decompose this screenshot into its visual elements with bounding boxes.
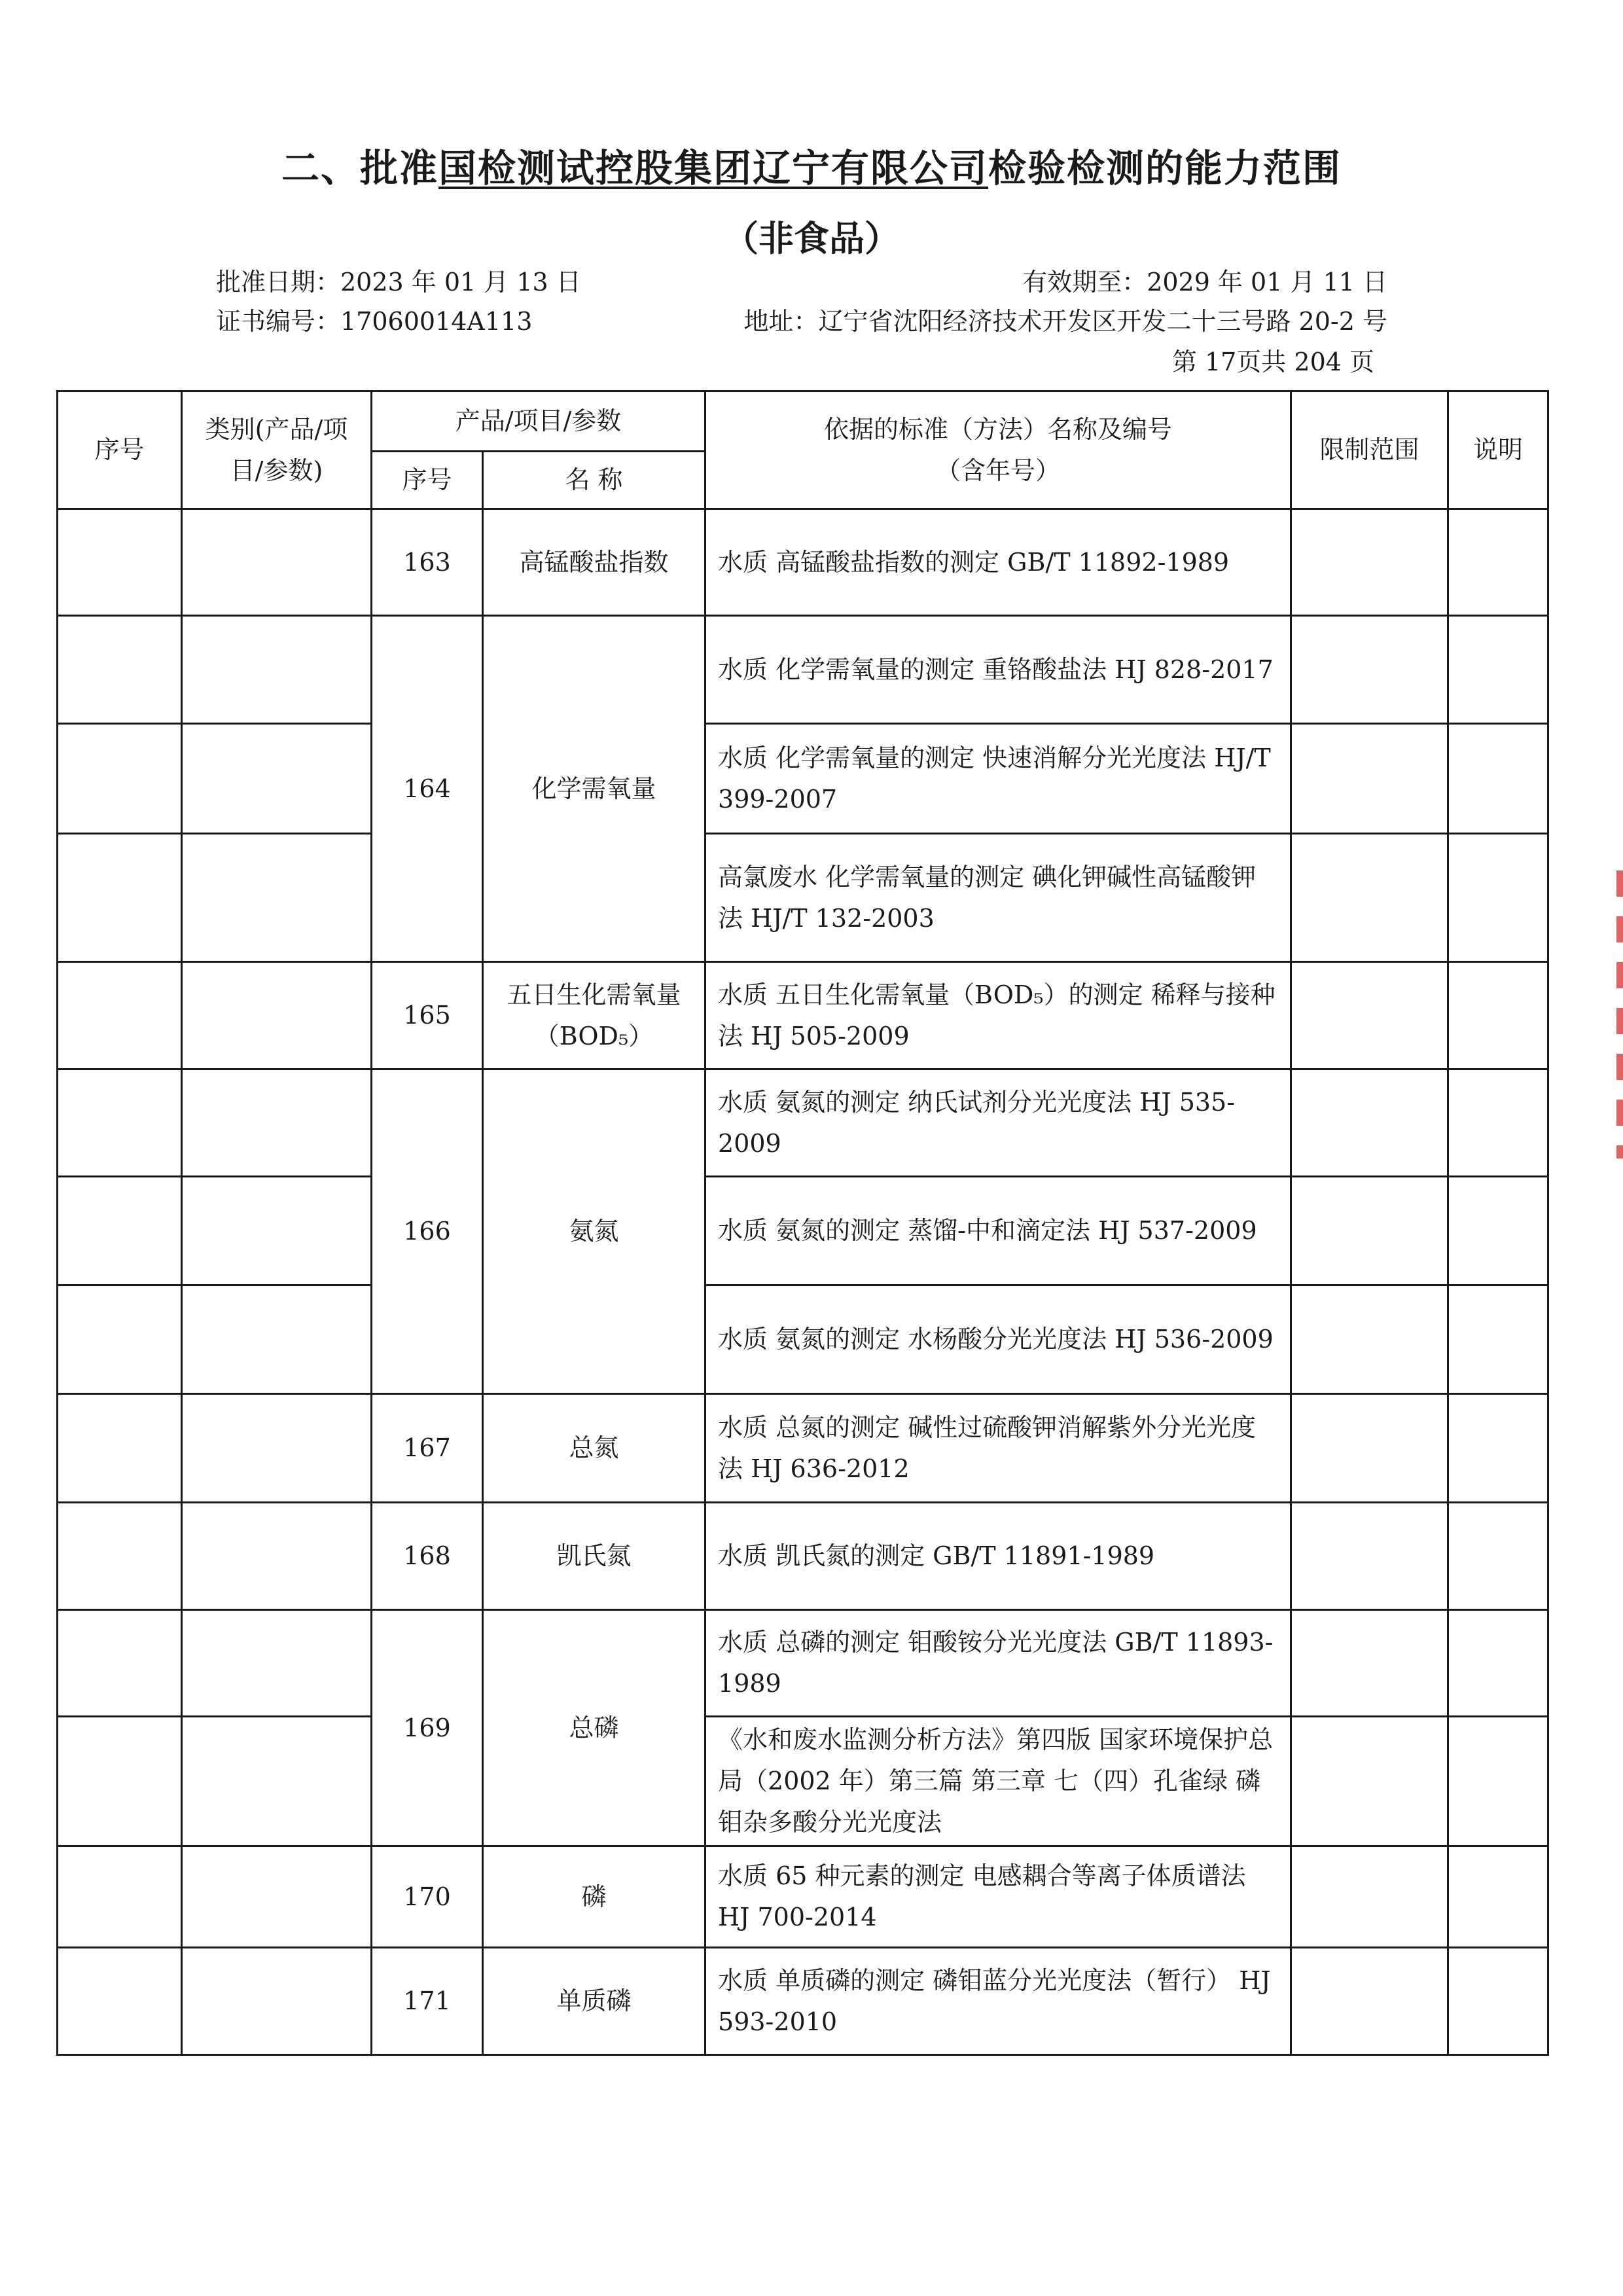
standard-method: 水质 五日生化需氧量（BOD₅）的测定 稀释与接种法 HJ 505-2009 bbox=[705, 962, 1291, 1069]
capability-table bbox=[56, 390, 1549, 2056]
table-row bbox=[58, 1285, 1548, 1394]
note-cell bbox=[1448, 1503, 1548, 1610]
standard-method: 水质 化学需氧量的测定 快速消解分光光度法 HJ/T 399-2007 bbox=[705, 724, 1291, 834]
item-number: 166 bbox=[372, 1069, 483, 1394]
note-cell bbox=[1448, 509, 1548, 616]
note-cell bbox=[1448, 1610, 1548, 1717]
limit-cell bbox=[1291, 724, 1448, 834]
row-seq-cell bbox=[58, 1394, 182, 1503]
limit-cell bbox=[1291, 1846, 1448, 1948]
table-row bbox=[58, 1069, 1548, 1177]
item-name: 总磷 bbox=[483, 1610, 705, 1846]
standard-method: 水质 氨氮的测定 水杨酸分光光度法 HJ 536-2009 bbox=[705, 1285, 1291, 1394]
table-row bbox=[58, 724, 1548, 834]
table-row bbox=[58, 1948, 1548, 2055]
table-row bbox=[58, 616, 1548, 724]
header-item-seq: 序号 bbox=[372, 452, 483, 509]
document-title bbox=[0, 137, 1623, 192]
table-row bbox=[58, 509, 1548, 616]
standard-method: 水质 氨氮的测定 蒸馏-中和滴定法 HJ 537-2009 bbox=[705, 1177, 1291, 1285]
row-category-cell bbox=[182, 1948, 372, 2055]
limit-cell bbox=[1291, 1948, 1448, 2055]
limit-cell bbox=[1291, 1610, 1448, 1717]
row-seq-cell bbox=[58, 724, 182, 834]
header-standard: 依据的标准（方法）名称及编号（含年号） bbox=[705, 391, 1291, 509]
standard-method: 水质 凯氏氮的测定 GB/T 11891-1989 bbox=[705, 1503, 1291, 1610]
row-category-cell bbox=[182, 834, 372, 962]
item-name: 凯氏氮 bbox=[483, 1503, 705, 1610]
limit-cell bbox=[1291, 509, 1448, 616]
item-number: 171 bbox=[372, 1948, 483, 2055]
header-product-group: 产品/项目/参数 bbox=[372, 391, 705, 452]
limit-cell bbox=[1291, 1177, 1448, 1285]
limit-cell bbox=[1291, 834, 1448, 962]
header-note: 说明 bbox=[1448, 391, 1548, 509]
item-number: 168 bbox=[372, 1503, 483, 1610]
standard-method: 水质 总磷的测定 钼酸铵分光光度法 GB/T 11893-1989 bbox=[705, 1610, 1291, 1717]
note-cell bbox=[1448, 1394, 1548, 1503]
table-row bbox=[58, 1177, 1548, 1285]
page-info: 第 17页共 204 页 bbox=[1171, 348, 1374, 376]
row-seq-cell bbox=[58, 1503, 182, 1610]
document-subtitle: （非食品） bbox=[723, 218, 900, 259]
standard-method: 水质 化学需氧量的测定 重铬酸盐法 HJ 828-2017 bbox=[705, 616, 1291, 724]
table-row bbox=[58, 834, 1548, 962]
row-category-cell bbox=[182, 1503, 372, 1610]
note-cell bbox=[1448, 616, 1548, 724]
row-category-cell bbox=[182, 724, 372, 834]
limit-cell bbox=[1291, 1503, 1448, 1610]
table-row bbox=[58, 1503, 1548, 1610]
header-item-name: 名 称 bbox=[483, 452, 705, 509]
item-number: 169 bbox=[372, 1610, 483, 1846]
standard-method: 水质 总氮的测定 碱性过硫酸钾消解紫外分光光度法 HJ 636-2012 bbox=[705, 1394, 1291, 1503]
item-name: 总氮 bbox=[483, 1394, 705, 1503]
row-category-cell bbox=[182, 509, 372, 616]
item-name: 磷 bbox=[483, 1846, 705, 1948]
note-cell bbox=[1448, 1285, 1548, 1394]
item-number: 164 bbox=[372, 616, 483, 962]
limit-cell bbox=[1291, 1285, 1448, 1394]
row-seq-cell bbox=[58, 509, 182, 616]
item-name: 五日生化需氧量（BOD₅） bbox=[483, 962, 705, 1069]
table-row bbox=[58, 1846, 1548, 1948]
row-seq-cell bbox=[58, 1069, 182, 1177]
item-number: 165 bbox=[372, 962, 483, 1069]
header-limit: 限制范围 bbox=[1291, 391, 1448, 509]
title-organization: 国检测试控股集团辽宁有限公司 bbox=[438, 146, 988, 190]
header-category: 类别(产品/项目/参数) bbox=[182, 391, 372, 509]
title-prefix: 二、批准 bbox=[281, 146, 438, 190]
standard-method: 水质 单质磷的测定 磷钼蓝分光光度法（暂行） HJ 593-2010 bbox=[705, 1948, 1291, 2055]
row-seq-cell bbox=[58, 1846, 182, 1948]
row-seq-cell bbox=[58, 1948, 182, 2055]
item-number: 167 bbox=[372, 1394, 483, 1503]
limit-cell bbox=[1291, 1717, 1448, 1846]
address: 地址：辽宁省沈阳经济技术开发区开发二十三号路 20-2 号 bbox=[743, 307, 1387, 336]
limit-cell bbox=[1291, 1069, 1448, 1177]
note-cell bbox=[1448, 724, 1548, 834]
title-suffix: 检验检测的能力范围 bbox=[988, 146, 1342, 190]
item-number: 170 bbox=[372, 1846, 483, 1948]
standard-method: 《水和废水监测分析方法》第四版 国家环境保护总局（2002 年）第三篇 第三章 七（四）孔雀绿 磷钼杂多酸分光光度法 bbox=[705, 1717, 1291, 1846]
row-category-cell bbox=[182, 1069, 372, 1177]
approval-date: 批准日期：2023 年 01 月 13 日 bbox=[216, 268, 581, 296]
row-category-cell bbox=[182, 1846, 372, 1948]
table-row bbox=[58, 1394, 1548, 1503]
item-name: 氨氮 bbox=[483, 1069, 705, 1394]
standard-method: 高氯废水 化学需氧量的测定 碘化钾碱性高锰酸钾法 HJ/T 132-2003 bbox=[705, 834, 1291, 962]
table-row bbox=[58, 1717, 1548, 1846]
note-cell bbox=[1448, 1177, 1548, 1285]
note-cell bbox=[1448, 1069, 1548, 1177]
row-category-cell bbox=[182, 962, 372, 1069]
row-category-cell bbox=[182, 1285, 372, 1394]
note-cell bbox=[1448, 962, 1548, 1069]
item-name: 高锰酸盐指数 bbox=[483, 509, 705, 616]
note-cell bbox=[1448, 1948, 1548, 2055]
row-seq-cell bbox=[58, 1177, 182, 1285]
header-seq: 序号 bbox=[58, 391, 182, 509]
note-cell bbox=[1448, 834, 1548, 962]
limit-cell bbox=[1291, 1394, 1448, 1503]
item-name: 化学需氧量 bbox=[483, 616, 705, 962]
row-category-cell bbox=[182, 1610, 372, 1717]
note-cell bbox=[1448, 1846, 1548, 1948]
table-row bbox=[58, 962, 1548, 1069]
row-seq-cell bbox=[58, 834, 182, 962]
note-cell bbox=[1448, 1717, 1548, 1846]
row-category-cell bbox=[182, 1177, 372, 1285]
item-name: 单质磷 bbox=[483, 1948, 705, 2055]
row-seq-cell bbox=[58, 1717, 182, 1846]
standard-method: 水质 高锰酸盐指数的测定 GB/T 11892-1989 bbox=[705, 509, 1291, 616]
row-seq-cell bbox=[58, 616, 182, 724]
row-seq-cell bbox=[58, 1285, 182, 1394]
item-number: 163 bbox=[372, 509, 483, 616]
table-row bbox=[58, 1610, 1548, 1717]
stamp-edge-mark bbox=[1616, 870, 1623, 1158]
standard-method: 水质 65 种元素的测定 电感耦合等离子体质谱法 HJ 700-2014 bbox=[705, 1846, 1291, 1948]
certificate-number: 证书编号：17060014A113 bbox=[216, 307, 533, 336]
row-seq-cell bbox=[58, 962, 182, 1069]
row-category-cell bbox=[182, 616, 372, 724]
row-category-cell bbox=[182, 1717, 372, 1846]
row-category-cell bbox=[182, 1394, 372, 1503]
limit-cell bbox=[1291, 962, 1448, 1069]
standard-method: 水质 氨氮的测定 纳氏试剂分光光度法 HJ 535-2009 bbox=[705, 1069, 1291, 1177]
row-seq-cell bbox=[58, 1610, 182, 1717]
valid-until: 有效期至：2029 年 01 月 11 日 bbox=[1022, 268, 1387, 296]
limit-cell bbox=[1291, 616, 1448, 724]
